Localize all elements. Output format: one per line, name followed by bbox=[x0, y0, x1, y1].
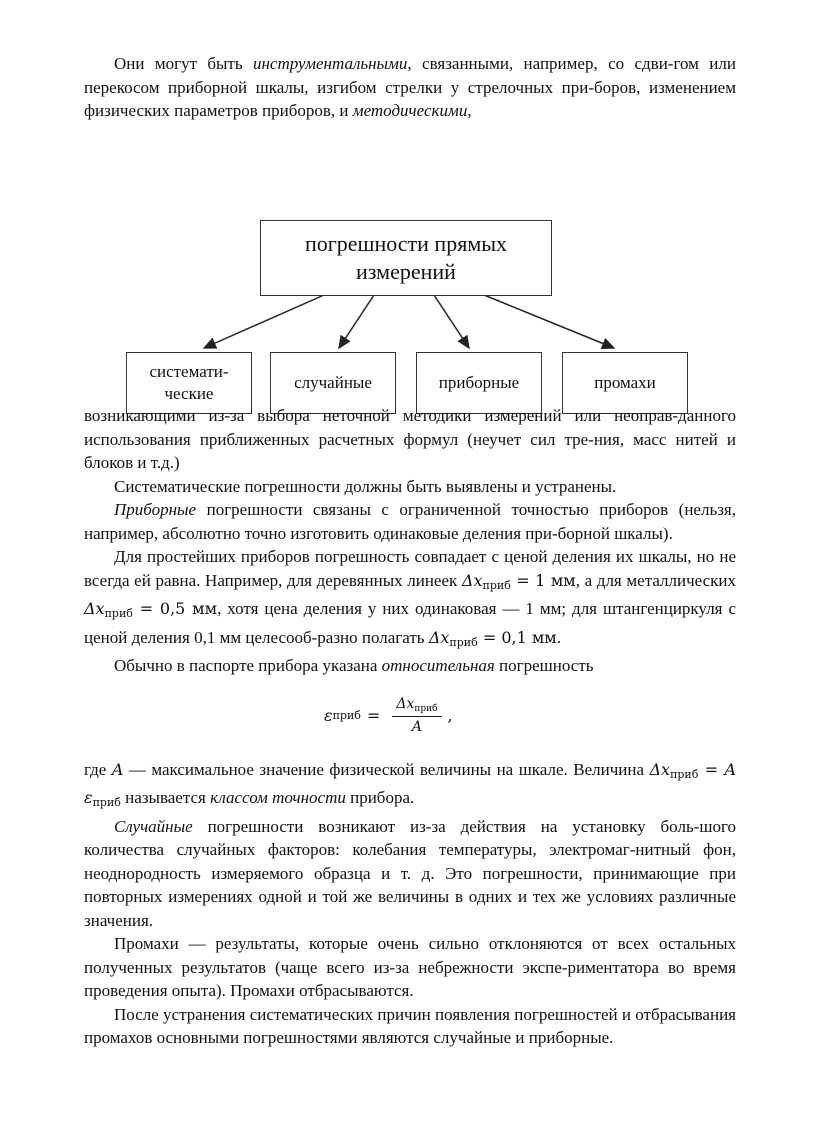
text: погрешности связаны с ограниченной точностью приборов (нельзя, например, абсолютно точно изготовить одинаковые деления при-борной шкалы). bbox=[84, 500, 736, 543]
math: A bbox=[411, 718, 422, 735]
box-direct-measurement-errors bbox=[260, 220, 552, 296]
math-subscript: приб bbox=[92, 796, 121, 809]
math: , bbox=[447, 705, 453, 725]
text: погрешность bbox=[494, 656, 594, 675]
text: где bbox=[84, 759, 112, 779]
math: Δx bbox=[84, 599, 105, 618]
emphasis: классом точности bbox=[210, 788, 346, 807]
box-label: погрешности прямых bbox=[304, 231, 508, 256]
paragraph: Промахи — результаты, которые очень сильно отклоняются от всех остальных полученных результатов (чаще всего из-за небрежности экспе-риментатора во время проведения опыта). Промахи отбрасываются. bbox=[84, 934, 736, 1000]
paragraph: После устранения систематических причин появления погрешностей и отбрасывания промахов основными погрешностями являются случайные и приборные. bbox=[84, 1004, 736, 1047]
math-subscript: приб bbox=[104, 607, 133, 620]
text: , bbox=[467, 101, 472, 120]
paragraph: Систематические погрешности должны быть выявлены и устранены. bbox=[114, 476, 617, 496]
math: = 0,5 мм bbox=[132, 599, 218, 618]
math-subscript: приб bbox=[332, 708, 361, 722]
text: , а для металлических bbox=[575, 570, 737, 590]
error-classification-diagram bbox=[84, 162, 736, 432]
text: . bbox=[556, 627, 561, 647]
emphasis: инструментальными bbox=[252, 54, 408, 73]
fraction bbox=[392, 696, 441, 735]
box-label: приборные bbox=[438, 373, 520, 392]
box-label: измерений bbox=[356, 259, 456, 284]
body-text bbox=[84, 404, 736, 1050]
math: Δx bbox=[461, 570, 483, 590]
formula-relative-error bbox=[84, 678, 736, 758]
paragraph: возникающими из-за выбора неточной методики измерений или неоправ-данного использования приближенных расчетных формул (неучет сил тре-ния, масс нитей и блоков и т.д.) bbox=[84, 406, 736, 472]
paragraph bbox=[84, 654, 736, 678]
math: = 1 мм bbox=[510, 570, 576, 590]
math-subscript: приб bbox=[482, 578, 511, 592]
paragraph bbox=[84, 498, 736, 545]
text: Они могут быть bbox=[114, 54, 253, 73]
text: Для простейших приборов погрешность совпадает с ценой деления их шкалы, но не всегда ей равна. Например, для деревянных линеек bbox=[84, 547, 736, 590]
math: ε bbox=[324, 705, 333, 725]
arrow-systematic bbox=[204, 295, 324, 348]
math: Δx bbox=[649, 759, 671, 779]
arrow-blunders bbox=[484, 295, 614, 348]
math: Δx bbox=[396, 695, 415, 712]
math-subscript: приб bbox=[670, 767, 699, 781]
box-label: системати- bbox=[149, 362, 229, 381]
math: A ε bbox=[84, 759, 736, 807]
box-label: ческие bbox=[164, 384, 214, 403]
math-subscript: приб bbox=[449, 635, 478, 649]
paragraph bbox=[84, 815, 736, 933]
arrow-instrumental bbox=[434, 295, 469, 348]
text: , хотя цена деления у них одинаковая — 1 мм; для штангенциркуля с ценой деления 0,1 мм целесооб-разно полагать bbox=[84, 599, 737, 647]
math: = 0,1 мм bbox=[477, 627, 557, 647]
text: Обычно в паспорте прибора указана bbox=[114, 656, 382, 675]
text: называется bbox=[120, 788, 211, 807]
emphasis: Приборные bbox=[114, 500, 197, 519]
paragraph bbox=[84, 545, 736, 654]
math: A bbox=[111, 759, 124, 779]
box-label: случайные bbox=[294, 373, 372, 392]
arrow-random bbox=[339, 295, 374, 348]
emphasis: методическими bbox=[352, 101, 468, 120]
text: погрешности возникают из-за действия на установку боль-шого количества случайных факторов: колебания температуры, электромаг-нитный фон, неоднородность измеряемого образца и т. д. Это погрешности, принимающие при повторных измерениях одной и той же величины в одних и тех же условиях различные значения. bbox=[84, 816, 736, 930]
math: = bbox=[366, 705, 381, 725]
text: — максимальное значение физической величины на шкале. Величина bbox=[123, 759, 650, 779]
emphasis: Случайные bbox=[114, 816, 193, 836]
text: , связанными, например, со сдви-гом или перекосом приборной шкалы, изгибом стрелки у стрелочных при-боров, изменением физических параметров приборов, и bbox=[84, 54, 736, 120]
math-subscript: приб bbox=[414, 703, 438, 714]
math: = bbox=[698, 759, 725, 779]
text: прибора. bbox=[345, 788, 415, 807]
paragraph bbox=[84, 758, 736, 815]
emphasis: относительная bbox=[381, 656, 495, 675]
math: Δx bbox=[428, 627, 450, 647]
paragraph-intro bbox=[84, 52, 736, 123]
box-label: промахи bbox=[594, 373, 656, 392]
